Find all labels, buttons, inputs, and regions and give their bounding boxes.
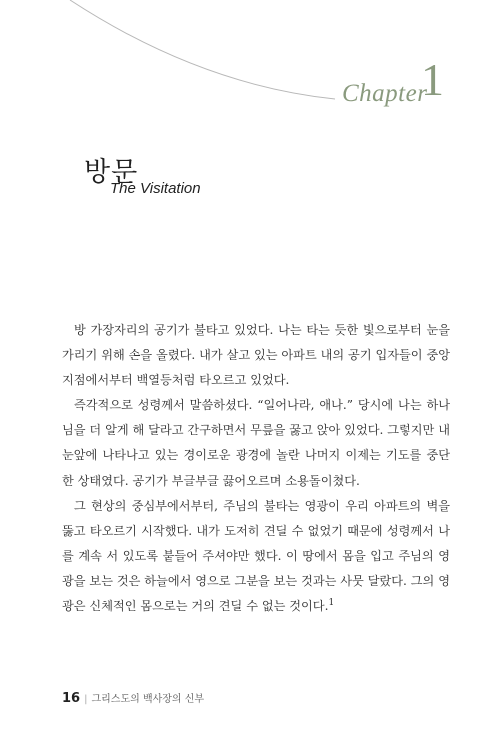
footer-separator: | — [84, 694, 88, 705]
page-footer — [62, 690, 204, 706]
page-number: 16 — [62, 691, 81, 706]
chapter-subtitle: The Visitation — [110, 180, 201, 197]
chapter-title: 방문 — [84, 157, 139, 188]
chapter-label: Chapter — [342, 80, 428, 107]
paragraph-text: 그 현상의 중심부에서부터, 주님의 불타는 영광이 우리 아파트의 벽을 뚫고 타오르기 시작했다. 내가 도저히 견딜 수 없었기 때문에 성령께서 나를 계속 서 있도록 붙들어 주셔야만 했다. 이 땅에서 몸을 입고 주님의 영광을 보는 것은 하늘에서 영으로 그분을 보는 것과는 사뭇 달랐다. 그의 영광은 신체적인 몸으로는 거의 견딜 수 없는 것이다. — [62, 498, 450, 614]
paragraph: 방 가장자리의 공기가 불타고 있었다. 나는 타는 듯한 빛으로부터 눈을 가리기 위해 손을 올렸다. 내가 살고 있는 아파트 내의 공기 입자들이 중앙 지점에서부터 백열등처럼 타오르고 있었다. — [62, 323, 450, 388]
body-text — [62, 318, 450, 619]
paragraph — [62, 494, 450, 619]
chapter-number: 1 — [421, 54, 444, 105]
paragraph: 즉각적으로 성령께서 말씀하셨다. “일어나라, 애나.” 당시에 나는 하나님을 더 알게 해 달라고 간구하면서 무릎을 꿇고 앉아 있었다. 그렇지만 내 눈앞에 나타나고 있는 경이로운 광경에 놀란 나머지 이제는 기도를 중단한 상태였다. 공기가 부글부글 끓어오르며 소용돌이쳤다. — [62, 398, 450, 488]
footnote-marker[interactable]: 1 — [328, 597, 335, 608]
running-title: 그리스도의 백사장의 신부 — [91, 694, 205, 705]
